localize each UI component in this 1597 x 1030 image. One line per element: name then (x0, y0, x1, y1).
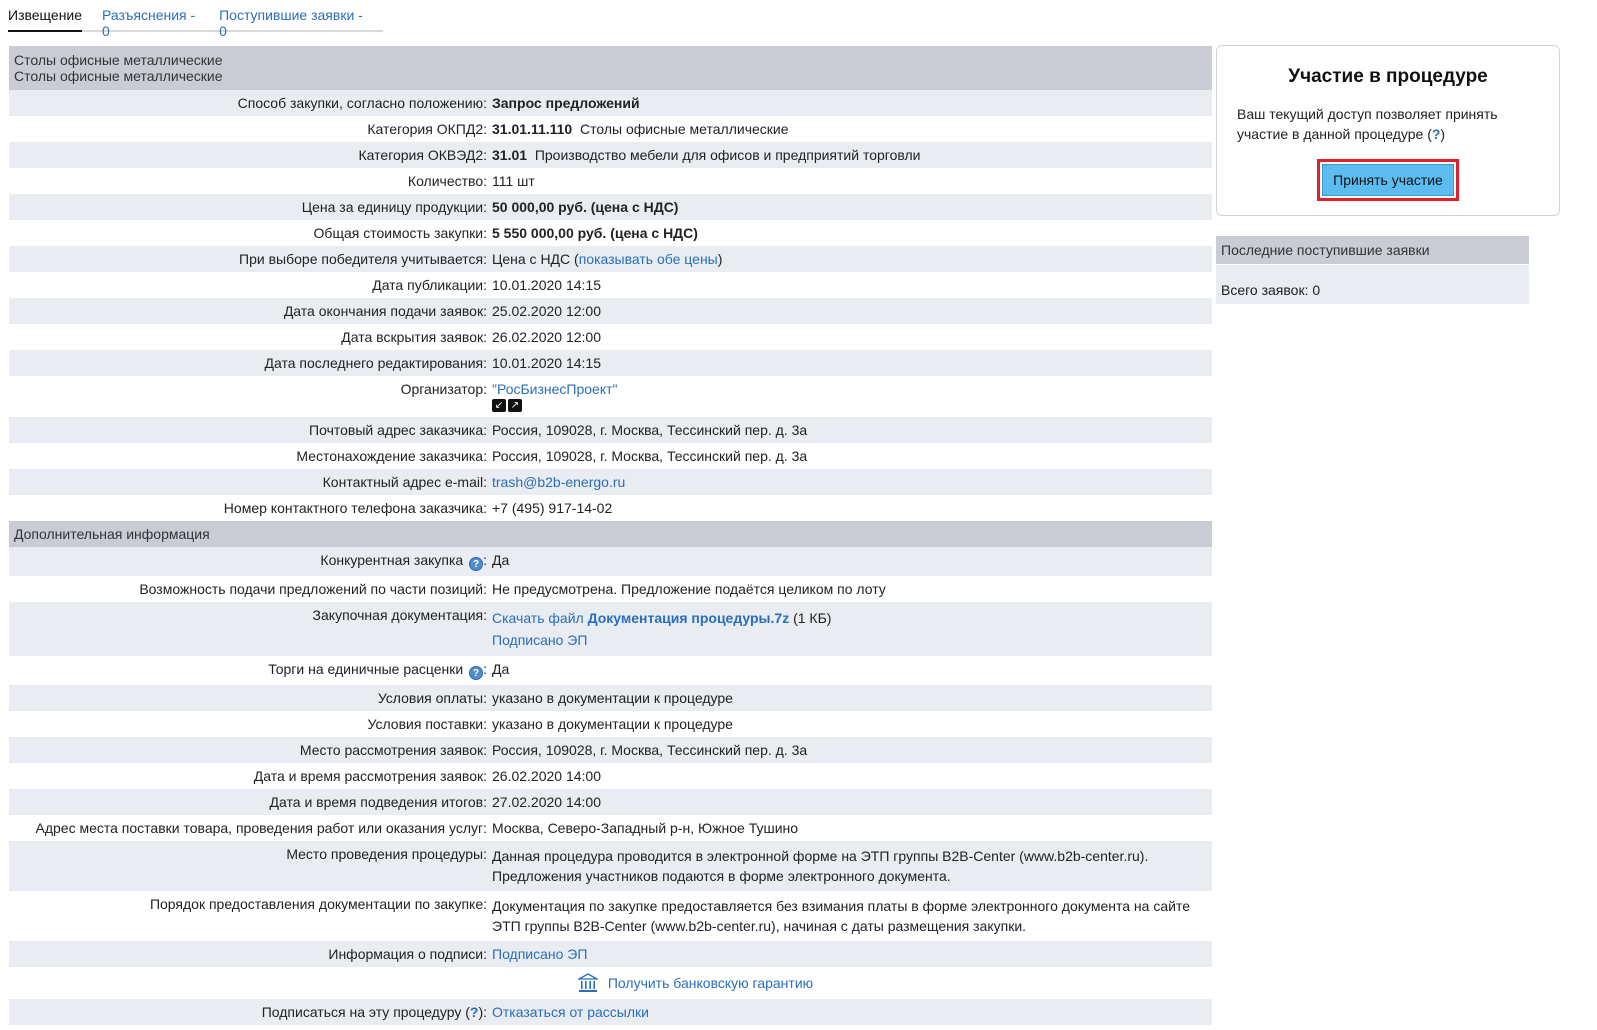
table-row (9, 602, 1212, 656)
table-row (9, 576, 1212, 602)
proc-place-line2: Предложения участников подаются в форме электронного документа. (492, 868, 951, 884)
table-row (9, 815, 1212, 841)
help-icon[interactable]: ? (469, 557, 483, 571)
row-label: Закупочная документация: (9, 602, 487, 656)
row-label: Условия поставки: (9, 711, 487, 737)
show-both-prices-link[interactable]: показывать обе цены (578, 251, 718, 267)
row-value: указано в документации к процедуре (487, 685, 1212, 711)
help-icon[interactable]: ? (469, 666, 483, 680)
organizer-icons (492, 399, 1202, 412)
table-row (9, 941, 1212, 967)
table-row (9, 376, 1212, 417)
row-label: Место рассмотрения заявок: (9, 737, 487, 763)
procedure-title-row (9, 46, 1212, 90)
total-bids: Всего заявок: 0 (1216, 274, 1529, 304)
row-value: Да (487, 656, 1212, 685)
row-label: Дата окончания подачи заявок: (9, 298, 487, 324)
row-value: Не предусмотрена. Предложение подаётся целиком по лоту (487, 576, 1212, 602)
table-row (9, 350, 1212, 376)
okved-code: 31.01 (492, 147, 528, 163)
row-value: +7 (495) 917-14-02 (487, 495, 1212, 521)
row-value: указано в документации к процедуре (487, 711, 1212, 737)
file-name: Документация процедуры.7z (587, 610, 790, 626)
signed-ep-link[interactable]: Подписано ЭП (492, 632, 588, 648)
bank-guarantee[interactable] (9, 973, 1212, 993)
email-link[interactable]: trash@b2b-energo.ru (492, 474, 626, 490)
row-value: 10.01.2020 14:15 (487, 350, 1212, 376)
panel-title: Участие в процедуре (1288, 66, 1488, 87)
row-label: Способ закупки, согласно положению: (9, 90, 487, 116)
row-value: Москва, Северо-Западный р-н, Южное Тушино (487, 815, 1212, 841)
row-label: Место проведения процедуры: (9, 841, 487, 891)
okpd-code: 31.01.11.110 (492, 121, 573, 137)
row-label: Информация о подписи: (9, 941, 487, 967)
table-row (9, 495, 1212, 521)
arrow-out-icon[interactable]: ↗ (508, 399, 522, 412)
row-label: Общая стоимость закупки: (9, 220, 487, 246)
tab-bar (8, 0, 383, 39)
row-label: Категория ОКПД2: (9, 116, 487, 142)
table-row (9, 789, 1212, 815)
info-table (9, 46, 1212, 1025)
table-row (9, 272, 1212, 298)
row-label: При выборе победителя учитывается: (9, 246, 487, 272)
section-header (9, 521, 1212, 547)
bank-icon (578, 973, 598, 993)
row-label: Порядок предоставления документации по закупке: (9, 891, 487, 941)
row-label: Дата и время рассмотрения заявок: (9, 763, 487, 789)
section-title: Дополнительная информация (9, 521, 1212, 547)
okpd-text: Столы офисные металлические (579, 121, 789, 137)
paren-close: ) (717, 251, 723, 267)
participate-button[interactable]: Принять участие (1322, 164, 1454, 196)
table-row: Торги на единичные расценки ? : Да (9, 656, 1212, 685)
row-label: Возможность подачи предложений по части позиций: (9, 576, 487, 602)
row-value: Россия, 109028, г. Москва, Тессинский пер. д. 3а (487, 737, 1212, 763)
row-label: Категория ОКВЭД2: (9, 142, 487, 168)
row-value: 5 550 000,00 руб. (цена с НДС) (487, 220, 1212, 246)
row-label-end: ): (478, 1004, 487, 1020)
arrow-in-icon[interactable]: ↙ (492, 399, 506, 412)
help-link[interactable]: ? (1431, 126, 1441, 142)
row-value: 26.02.2020 12:00 (487, 324, 1212, 350)
row-value: Да (487, 547, 1212, 576)
table-row: Конкурентная закупка ? : Да (9, 547, 1212, 576)
organizer-link[interactable]: "РосБизнесПроект" (492, 381, 618, 397)
row-value: Запрос предложений (487, 90, 1212, 116)
table-row (9, 685, 1212, 711)
row-value: Россия, 109028, г. Москва, Тессинский пер. д. 3а (487, 443, 1212, 469)
row-label: Условия оплаты: (9, 685, 487, 711)
row-value: 111 шт (487, 168, 1212, 194)
table-row (9, 417, 1212, 443)
row-label: Конкурентная закупка (320, 552, 464, 568)
row-label: Организатор: (9, 376, 487, 417)
bank-guarantee-link[interactable]: Получить банковскую гарантию (607, 975, 814, 991)
highlight-frame (1317, 159, 1459, 201)
table-row (9, 967, 1212, 999)
download-label: Скачать файл (492, 610, 584, 626)
row-label: Почтовый адрес заказчика: (9, 417, 487, 443)
table-row (9, 469, 1212, 495)
row-label: Дата вскрытия заявок: (9, 324, 487, 350)
winner-price-text: Цена с НДС ( (492, 251, 579, 267)
lot-title: Столы офисные металлические (14, 68, 223, 84)
okved-text: Производство мебели для офисов и предприятий торговли (534, 147, 921, 163)
doc-order-line1: Документация по закупке предоставляется без взимания платы в форме электронного документа на сайте (492, 898, 1190, 914)
row-label: Номер контактного телефона заказчика: (9, 495, 487, 521)
help-link[interactable]: ? (469, 1004, 479, 1020)
row-label: Дата публикации: (9, 272, 487, 298)
row-value: Россия, 109028, г. Москва, Тессинский пер. д. 3а (487, 417, 1212, 443)
row-label: Местонахождение заказчика: (9, 443, 487, 469)
table-row (9, 443, 1212, 469)
latest-bids (1216, 236, 1529, 304)
procedure-info (9, 46, 1212, 1025)
table-row (9, 298, 1212, 324)
doc-order-line2: ЭТП группы B2B-Center (www.b2b-center.ru), начиная с даты размещения закупки. (492, 918, 1027, 934)
table-row (9, 737, 1212, 763)
table-row (9, 841, 1212, 891)
file-size: (1 КБ) (793, 610, 832, 626)
participation-panel (1216, 45, 1560, 216)
panel-text (1237, 104, 1539, 144)
download-file-link[interactable] (492, 610, 789, 626)
row-label: Торги на единичные расценки (268, 661, 464, 677)
table-row (9, 891, 1212, 941)
proc-place-line1: Данная процедура проводится в электронной форме на ЭТП группы B2B-Center (www.b2b-center.ru). (492, 848, 1149, 864)
tab-notice[interactable]: Извещение (8, 0, 82, 32)
row-label: Контактный адрес e-mail: (9, 469, 487, 495)
panel-text-end: ) (1440, 126, 1446, 142)
row-value: 10.01.2020 14:15 (487, 272, 1212, 298)
tab-clarifications[interactable]: Разъяснения - 0 (102, 7, 196, 39)
row-value: 25.02.2020 12:00 (487, 298, 1212, 324)
table-row (9, 90, 1212, 116)
row-label: Дата и время подведения итогов: (9, 789, 487, 815)
table-row (9, 168, 1212, 194)
table-row (9, 194, 1212, 220)
latest-bids-header: Последние поступившие заявки (1216, 236, 1529, 264)
signature-info-link[interactable]: Подписано ЭП (492, 946, 588, 962)
table-row (9, 116, 1212, 142)
unsubscribe-link[interactable]: Отказаться от рассылки (492, 1004, 649, 1020)
row-label: Адрес места поставки товара, проведения работ или оказания услуг: (9, 815, 487, 841)
row-value: 50 000,00 руб. (цена с НДС) (487, 194, 1212, 220)
tab-received-bids[interactable]: Поступившие заявки - 0 (219, 7, 363, 39)
row-value: 26.02.2020 14:00 (487, 763, 1212, 789)
procedure-title: Столы офисные металлические (14, 52, 223, 68)
row-label: Количество: (9, 168, 487, 194)
table-row (9, 999, 1212, 1025)
table-row (9, 324, 1212, 350)
row-label: Подписаться на эту процедуру ( (261, 1004, 470, 1020)
table-row (9, 711, 1212, 737)
table-row (9, 220, 1212, 246)
row-value: 27.02.2020 14:00 (487, 789, 1212, 815)
table-row (9, 246, 1212, 272)
row-label: Цена за единицу продукции: (9, 194, 487, 220)
table-row (9, 142, 1212, 168)
panel-text-body: Ваш текущий доступ позволяет принять участие в данной процедуре ( (1237, 106, 1498, 142)
table-row (9, 763, 1212, 789)
row-label: Дата последнего редактирования: (9, 350, 487, 376)
